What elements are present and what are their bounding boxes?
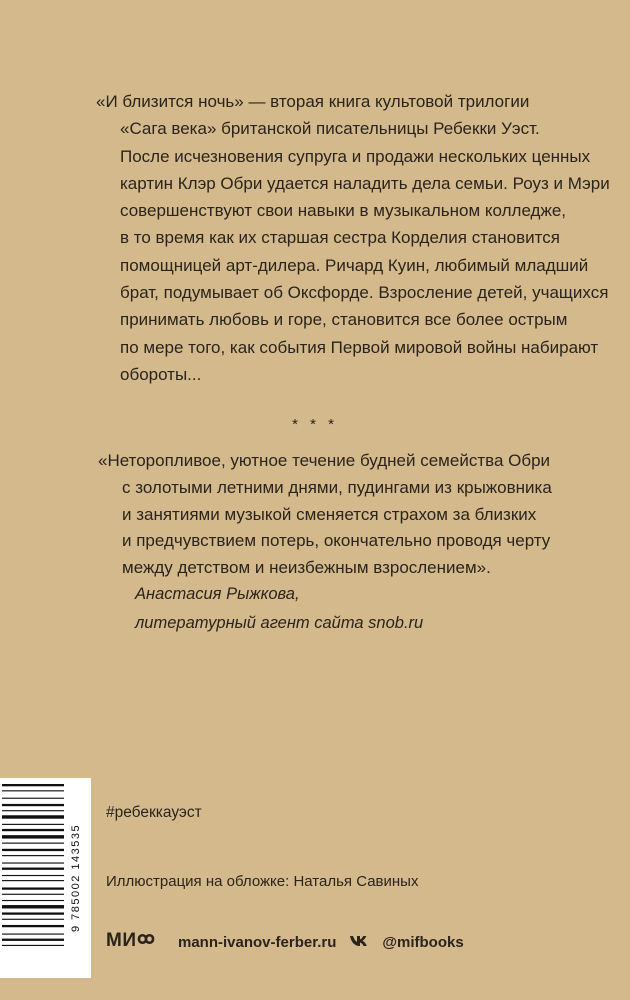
section-separator: * * * — [292, 416, 338, 433]
barcode-bar — [2, 868, 64, 870]
barcode-bar — [2, 798, 64, 799]
barcode-bar — [2, 804, 64, 806]
blurb-line: совершенствуют свои навыки в музыкальном колледже, — [120, 201, 567, 221]
social-handle[interactable]: @mifbooks — [382, 933, 464, 951]
barcode-bar — [2, 829, 64, 831]
vk-icon — [350, 934, 368, 951]
blurb-line: принимать любовь и горе, становится все более острым — [120, 310, 568, 330]
isbn-number: 9 785002 143535 — [70, 823, 82, 933]
blurb-line: в то время как их старшая сестра Корделия становится — [120, 228, 560, 248]
isbn-barcode — [0, 778, 91, 978]
blurb-line: брат, подумывает об Оксфорде. Взросление детей, учащихся — [120, 283, 609, 303]
publisher-footer — [106, 930, 464, 954]
publisher-logo — [106, 929, 164, 955]
illustration-credit: Иллюстрация на обложке: Наталья Савиных — [106, 873, 419, 890]
quote-attribution — [135, 580, 423, 638]
blurb-line: картин Клэр Обри удается наладить дела семьи. Роуз и Мэри — [120, 173, 610, 193]
barcode-bar — [2, 919, 64, 920]
quote-author: Анастасия Рыжкова, — [135, 585, 300, 603]
blurb-line: После исчезновения супруга и продажи нескольких ценных — [120, 146, 591, 166]
barcode-bar — [2, 824, 64, 825]
barcode-bar — [2, 945, 64, 946]
blurb-line: по мере того, как события Первой мировой войны набирают — [120, 337, 599, 357]
quote-line: «Неторопливое, уютное течение будней семейства Обри — [98, 451, 551, 470]
barcode-bar — [2, 835, 64, 838]
barcode-bar — [2, 815, 64, 818]
barcode-bar — [2, 905, 64, 908]
svg-text:МИ: МИ — [106, 930, 137, 949]
barcode-bar — [2, 810, 64, 811]
barcode-bar — [2, 790, 64, 791]
barcode-bar — [2, 925, 64, 927]
hashtag: #ребеккауэст — [106, 804, 202, 821]
barcode-bar — [2, 939, 64, 941]
quote-line: и предчувствием потерь, окончательно проводя черту — [122, 531, 551, 551]
blurb-line: помощницей арт-дилера. Ричард Куин, любимый младший — [120, 255, 589, 275]
barcode-bar — [2, 843, 64, 844]
review-quote — [98, 448, 558, 582]
publisher-website[interactable]: mann-ivanov-ferber.ru — [178, 933, 337, 951]
barcode-bar — [2, 875, 64, 876]
quote-author-role: литературный агент сайта snob.ru — [135, 614, 424, 632]
barcode-bar — [2, 784, 64, 786]
blurb-line: «Сага века» британской писательницы Ребекки Уэст. — [120, 119, 540, 139]
quote-line: между детством и неизбежным взрослением». — [122, 558, 491, 578]
barcode-bar — [2, 855, 64, 856]
barcode-bar — [2, 912, 64, 914]
blurb-line: «И близится ночь» — вторая книга культовой трилогии — [96, 92, 530, 111]
blurb-line: обороты... — [120, 364, 202, 384]
barcode-bar — [2, 862, 64, 863]
barcode-bar — [2, 880, 64, 881]
barcode-bar — [2, 887, 64, 889]
quote-line: с золотыми летними днями, пудингами из крыжовника — [122, 477, 552, 497]
barcode-bar — [2, 894, 64, 895]
barcode-bar — [2, 934, 64, 935]
barcode-bars — [0, 778, 70, 978]
barcode-bar — [2, 849, 64, 851]
quote-line: и занятиями музыкой сменяется страхом за близких — [122, 504, 537, 524]
book-blurb — [96, 88, 610, 388]
barcode-bar — [2, 900, 64, 901]
